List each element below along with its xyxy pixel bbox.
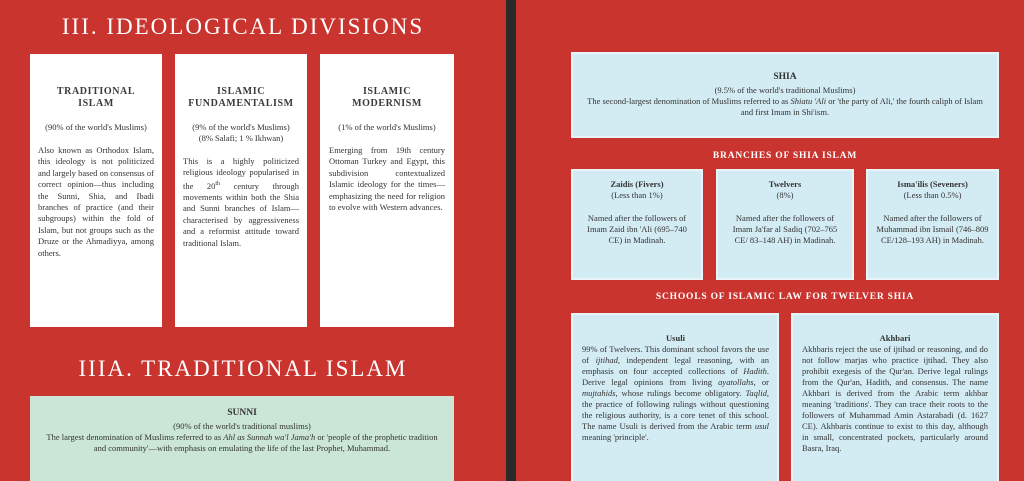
branch-text: Named after the followers of Imam Zaid ibn 'Ali (695–740 CE) in Madinah. — [587, 213, 687, 245]
shia-title: SHIA — [773, 72, 797, 82]
school-text: Akhbaris reject the use of ijtihad or reasoning, and do not follow marjas who practice ijtihad. They also prohibit exegesis of the Qur'an. Derive legal rulings from the Qur'an, Hadith, and consensus. The name Akhbari is derived from the Arabic term akhbar meaning 'traditions'. They can trace their roots to the followers of Muhammad Amin Astarabadi (d. 1627 CE). Akhbaris continue to exist to this day, although in small, concentrated pockets, particularly around Basra, Iraq. — [802, 344, 988, 453]
card-share: (90% of the world's Muslims) — [45, 122, 147, 132]
islamic-fundamentalism-card — [175, 54, 307, 327]
card-share: (9% of the world's Muslims) — [192, 122, 290, 132]
branch-text: Named after the followers of Imam Ja'far al Sadiq (702–765 CE/ 83–148 AH) in Madinah. — [732, 213, 838, 245]
branches-heading: BRANCHES OF SHIA ISLAM — [712, 151, 858, 161]
branch-text: Named after the followers of Muhammad ibn Ismail (746–809 CE/128–193 AH) in Madinah. — [876, 213, 989, 245]
islamic-modernism-card — [320, 54, 454, 327]
shia-text: The second-largest denomination of Muslims referred to as Shiatu 'Ali or 'the party of Ali,' the fourth caliph of Islam and first Imam in Shi'ism. — [587, 96, 983, 117]
card-title: ISLAMIC MODERNISM — [352, 86, 422, 109]
ismailis-box — [866, 169, 999, 280]
sunni-text: The largest denomination of Muslims referred to as Ahl as Sunnah wa'l Jama'h or 'people of the prophetic tradition and community'—with emphasis on emulating the life of the last Prophet, Muhammad. — [46, 432, 438, 453]
zaidis-box — [571, 169, 703, 280]
twelvers-box — [716, 169, 854, 280]
card-title: TRADITIONAL ISLAM — [56, 86, 136, 109]
sunni-box — [30, 396, 454, 481]
left-page — [0, 0, 506, 481]
sunni-share: (90% of the world's traditional muslims) — [173, 421, 311, 431]
right-page — [516, 0, 1024, 481]
card-share-detail: (8% Salafi; 1 % Ikhwan) — [198, 133, 284, 143]
branch-share: (Less than 0.5%) — [903, 190, 962, 200]
branch-name: Twelvers — [768, 179, 802, 189]
branch-name: Isma'ilis (Seveners) — [897, 179, 968, 189]
shia-share: (9.5% of the world's traditional Muslims) — [714, 85, 856, 95]
school-title: Akhbari — [879, 333, 911, 343]
branch-name: Zaidis (Fivers) — [610, 179, 664, 189]
branch-share: (Less than 1%) — [611, 190, 663, 200]
school-title: Usuli — [666, 333, 685, 343]
akhbari-box — [791, 313, 999, 481]
schools-heading: SCHOOLS OF ISLAMIC LAW FOR TWELVER SHIA — [655, 292, 915, 302]
card-title: ISLAMIC FUNDAMENTALISM — [188, 86, 294, 109]
card-body: This is a highly politicized religious ideology popularised in the 20th century through movements within both the Shia and Sunni branches of Islam—characterised by aggressiveness and a reformist attitude toward traditional Islam. — [183, 156, 299, 248]
section-title-traditional-islam: IIIA. TRADITIONAL ISLAM — [78, 356, 408, 381]
school-text: 99% of Twelvers. This dominant school favors the use of ijtihad, independent legal reasoning, with an emphasis on four accepted collections of Hadith. Derive legal opinions from living ayatollahs, or mujtahids, whose rulings become obligatory. Taqlid, the practice of following rulings without questioning the religious authority, is a core tenet of this school. The name Usuli is derived from the Arabic term usul meaning 'principle'. — [582, 344, 769, 442]
card-body: Also known as Orthodox Islam, this ideology is not politicized and largely based on consensus of correct opinion—thus including the Sunni, Shia, and Ibadi branches of practice (and their subgroups) within the fold of Islam, but not groups such as the Druze or the Ahmadiyya, among others. — [38, 145, 154, 258]
section-title-ideological-divisions: III. IDEOLOGICAL DIVISIONS — [61, 14, 425, 39]
usuli-box — [571, 313, 779, 481]
shia-box — [571, 52, 999, 138]
card-share: (1% of the world's Muslims) — [338, 122, 436, 132]
card-body: Emerging from 19th century Ottoman Turkey and Egypt, this subdivision contextualized Islamic ideology for the times—emphasizing the need for religion to evolve with Western advances. — [329, 145, 445, 213]
sunni-title: SUNNI — [227, 408, 257, 418]
traditional-islam-card — [30, 54, 162, 327]
branch-share: (8%) — [776, 190, 794, 200]
